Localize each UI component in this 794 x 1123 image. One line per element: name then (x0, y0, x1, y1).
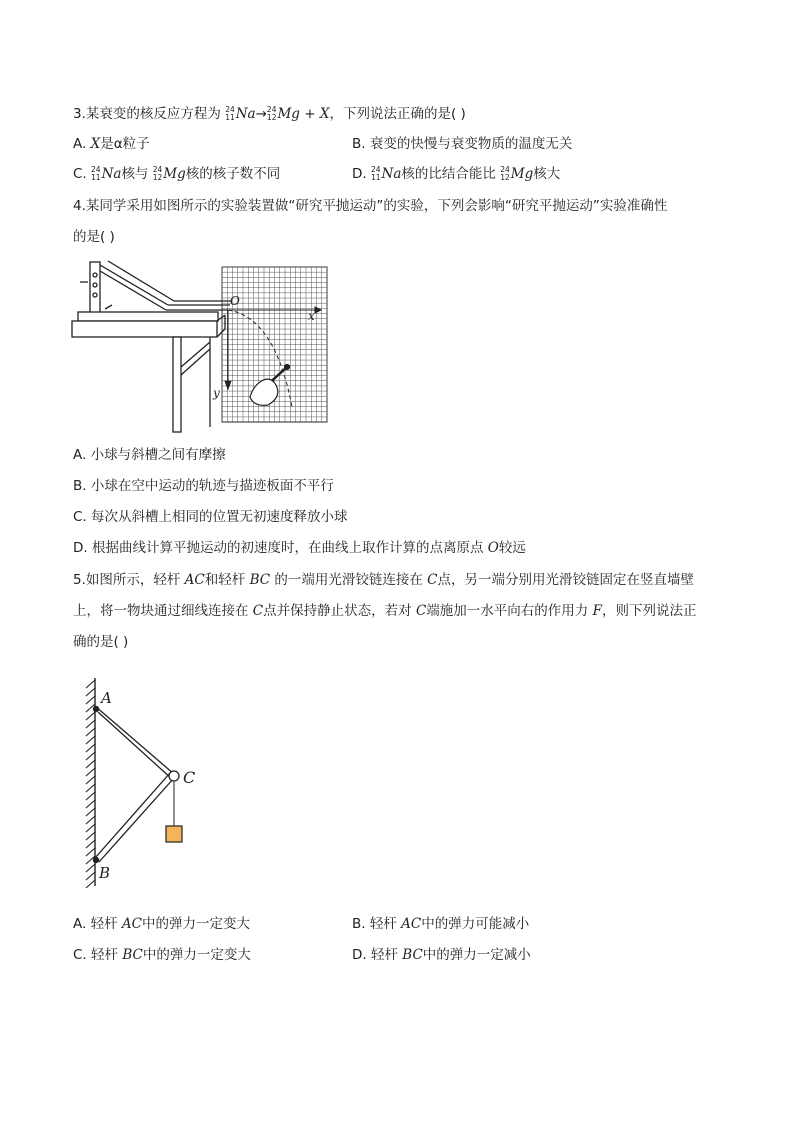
label-x: x (308, 309, 315, 323)
q4-option-a: A. 小球与斜槽之间有摩擦 (73, 447, 226, 463)
label-b: B (99, 864, 111, 882)
q5-stem-line2: 上，将一物块通过细线连接在 C点并保持静止状态，若对 C端施加一水平向右的作用力 F，则下列说法正 (73, 603, 697, 619)
q3-option-c: C. 24 11 Na核与 24 12 Mg核的核子数不同 (73, 165, 281, 182)
rod-bc (95, 773, 174, 862)
q4-option-b: B. 小球在空中运动的轨迹与描迹板面不平行 (73, 478, 334, 494)
q5-option-a: A. 轻杆 AC中的弹力一定变大 (73, 916, 250, 932)
q3-option-d: D. 24 11 Na核的比结合能比 24 12 Mg核大 (352, 165, 561, 182)
q5-option-b: B. 轻杆 AC中的弹力可能减小 (352, 916, 530, 932)
label-y: y (213, 386, 220, 400)
hinge-b (93, 857, 99, 863)
hinge-a (93, 706, 99, 712)
q5-rod-figure (82, 676, 212, 888)
ramp (100, 261, 232, 310)
q5-stem-line1: 5.如图所示，轻杆 AC和轻杆 BC 的一端用光滑铰链连接在 C点，另一端分别用光滑铰链固定在竖直墙壁 (73, 572, 695, 588)
q5-option-d: D. 轻杆 BC中的弹力一定减小 (352, 947, 531, 963)
arrow: → (255, 106, 267, 122)
q5-option-c: C. 轻杆 BC中的弹力一定变大 (73, 947, 251, 963)
q5-stem-line3: 确的是( ) (73, 634, 129, 650)
q3-stem-text: 3.某衰变的核反应方程为 (73, 106, 221, 122)
q3-option-b: B. 衰变的快慢与衰变物质的温度无关 (352, 136, 573, 152)
table (72, 315, 225, 432)
rod-ac (95, 706, 174, 779)
q3-stem: 3.某衰变的核反应方程为 24 11 Na→ 24 12 Mg + X，下列说法正确的是( ) (73, 105, 466, 122)
nuclide-mg: 24 12 Mg (266, 105, 300, 122)
label-c: C (183, 768, 196, 787)
stand (78, 262, 218, 321)
block (166, 826, 182, 842)
label-o: O (230, 294, 240, 308)
nuclide-na: 24 11 Na (225, 105, 256, 122)
label-a: A (101, 689, 112, 707)
q4-stem-line2: 的是( ) (73, 229, 115, 245)
hinge-c (169, 771, 179, 781)
q3-option-a: A. X是α粒子 (73, 136, 150, 152)
q4-option-c: C. 每次从斜槽上相同的位置无初速度释放小球 (73, 509, 348, 525)
q4-apparatus-figure (70, 257, 335, 437)
q4-stem-line1: 4.某同学采用如图所示的实验装置做“研究平抛运动”的实验，下列会影响“研究平抛运动”实验准确性 (73, 198, 668, 214)
q4-option-d: D. 根据曲线计算平抛运动的初速度时，在曲线上取作计算的点离原点 O较远 (73, 540, 526, 556)
